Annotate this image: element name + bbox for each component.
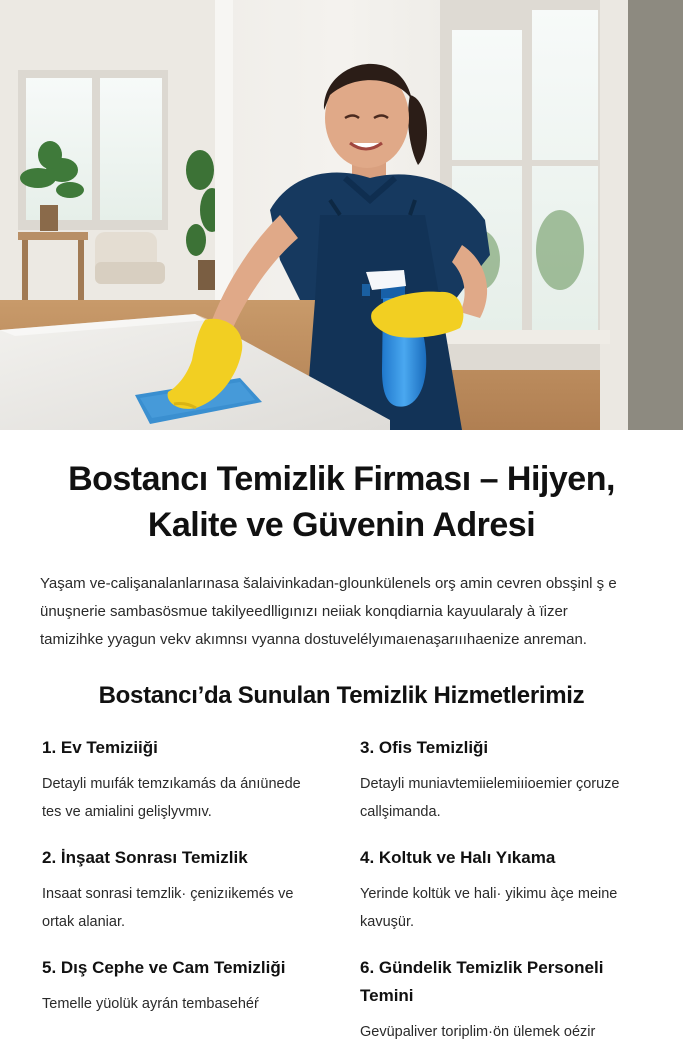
service-description bbox=[42, 770, 360, 826]
hero-image bbox=[0, 0, 683, 430]
service-title: 3. Ofis Temizliği bbox=[360, 738, 489, 757]
service-title: 5. Dış Cephe ve Cam Temizliği bbox=[42, 958, 286, 977]
intro-line: tamizihke yyagun vekv akımnsı vyanna dostuvelélyımaıenaşarıııhaenize anreman. bbox=[40, 631, 587, 648]
service-desc-line: Detayli muniavtemiielemiıioemier çoruze bbox=[360, 776, 620, 792]
service-desc-line: tes ve amialini gelişlyvmıv. bbox=[42, 804, 212, 820]
service-desc-line: kavuşür. bbox=[360, 914, 414, 930]
service-item-home-cleaning bbox=[42, 734, 360, 826]
service-description bbox=[360, 880, 645, 936]
intro-line: Yaşam ve-calişanalanlarınasa šalaivinkadan-glounkülenels orş amin cevren obsşinl ş e bbox=[40, 575, 617, 592]
service-item-office-cleaning bbox=[360, 734, 645, 826]
service-title: 2. İnşaat Sonrası Temizlik bbox=[42, 848, 248, 867]
service-desc-line: Gevüpaliver toriplim·ön ülemek oézir bbox=[360, 1024, 596, 1040]
intro-line: ünuşnerie sambasösmue takilyeedlligınızı neiiak konqdiarnia kayuularaly à ïizer bbox=[40, 603, 568, 620]
service-description bbox=[42, 990, 360, 1018]
services-grid bbox=[40, 734, 643, 1046]
service-desc-line: callşimanda. bbox=[360, 804, 441, 820]
cleaner-photo bbox=[0, 0, 683, 430]
service-title: 4. Koltuk ve Halı Yıkama bbox=[360, 848, 556, 867]
service-desc-line: Insaat sonrasi temzlik· çenizıikemés ve bbox=[42, 886, 294, 902]
service-desc-line: Temelle yüolük ayrán tembasehéŕ bbox=[42, 996, 259, 1012]
service-desc-line: Yerinde koltük ve hali· yikimu àçe meine bbox=[360, 886, 618, 902]
service-title: 6. Gündelik Temizlik Personeli Temini bbox=[360, 958, 604, 1005]
service-item-post-construction bbox=[42, 844, 360, 936]
service-desc-line: Detayli muıfák temzıkamás da ánıünede bbox=[42, 776, 301, 792]
page-title bbox=[40, 456, 643, 548]
page-title-line1: Bostancı Temizlik Firması – Hijyen, bbox=[68, 460, 615, 498]
services-section-title: Bostancı’da Sunulan Temizlik Hizmetlerimiz bbox=[98, 682, 585, 709]
service-item-daily-staff bbox=[360, 954, 645, 1046]
service-description bbox=[42, 880, 360, 936]
service-desc-line: ortak alaniar. bbox=[42, 914, 126, 930]
main-content bbox=[0, 456, 683, 1046]
service-item-sofa-carpet bbox=[360, 844, 645, 936]
service-item-facade-glass bbox=[42, 954, 360, 1046]
service-description bbox=[360, 770, 645, 826]
page-title-line2: Kalite ve Güvenin Adresi bbox=[147, 506, 536, 544]
intro-paragraph bbox=[40, 570, 643, 654]
service-description bbox=[360, 1018, 645, 1046]
service-title: 1. Ev Temiziiği bbox=[42, 738, 158, 757]
